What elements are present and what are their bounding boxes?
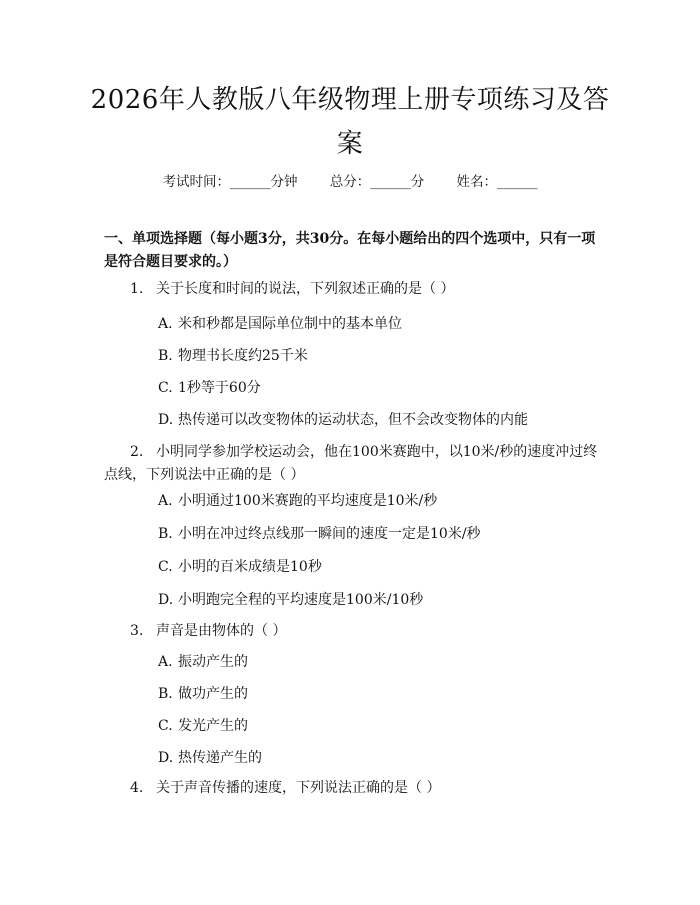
question-2 xyxy=(104,441,604,487)
option-letter: C. xyxy=(158,718,173,734)
total-score: 总分：______分 xyxy=(329,174,425,190)
option-text: 振动产生的 xyxy=(178,654,248,670)
question-3 xyxy=(104,620,604,643)
option-1a xyxy=(158,314,598,334)
option-letter: C. xyxy=(158,380,173,396)
option-text: 1秒等于60分 xyxy=(178,380,261,396)
option-2d xyxy=(158,590,598,610)
question-number: 1. xyxy=(130,281,144,297)
exam-meta xyxy=(0,170,700,190)
option-text: 热传递可以改变物体的运动状态，但不会改变物体的内能 xyxy=(178,412,528,428)
page-title: 2026年人教版八年级物理上册专项练习及答案 xyxy=(90,85,610,159)
question-text: 关于声音传播的速度，下列说法正确的是（ ） xyxy=(156,780,441,796)
section-heading: 一、单项选择题（每小题3分，共30分。在每小题给出的四个选项中，只有一项是符合题目要求的。） xyxy=(104,231,596,270)
option-letter: A. xyxy=(158,316,173,332)
question-text: 小明同学参加学校运动会，他在100米赛跑中，以10米/秒的速度冲过终点线，下列说法中正确的是（ ） xyxy=(104,444,598,483)
option-2a xyxy=(158,491,598,511)
question-1 xyxy=(104,278,604,301)
option-text: 米和秒都是国际单位制中的基本单位 xyxy=(178,316,402,332)
option-letter: B. xyxy=(158,526,173,542)
option-letter: D. xyxy=(158,412,174,428)
option-letter: D. xyxy=(158,750,174,766)
option-letter: A. xyxy=(158,654,173,670)
option-3a xyxy=(158,652,598,672)
question-number: 2. xyxy=(130,444,144,460)
option-text: 小明跑完全程的平均速度是100米/10秒 xyxy=(178,592,424,608)
option-1d xyxy=(158,410,598,430)
option-text: 物理书长度约25千米 xyxy=(178,348,308,364)
option-1b xyxy=(158,346,598,366)
option-letter: A. xyxy=(158,493,173,509)
question-number: 3. xyxy=(130,623,144,639)
exam-time: 考试时间：______分钟 xyxy=(162,174,298,190)
student-name: 姓名：______ xyxy=(456,174,538,190)
question-4 xyxy=(104,777,604,800)
option-text: 发光产生的 xyxy=(178,718,248,734)
option-3c xyxy=(158,716,598,736)
option-text: 小明在冲过终点线那一瞬间的速度一定是10米/秒 xyxy=(178,526,481,542)
option-letter: B. xyxy=(158,686,173,702)
option-text: 做功产生的 xyxy=(178,686,248,702)
option-1c xyxy=(158,378,598,398)
option-letter: C. xyxy=(158,559,173,575)
option-letter: D. xyxy=(158,592,174,608)
option-3b xyxy=(158,684,598,704)
option-letter: B. xyxy=(158,348,173,364)
option-text: 热传递产生的 xyxy=(178,750,262,766)
option-text: 小明通过100米赛跑的平均速度是10米/秒 xyxy=(178,493,438,509)
option-2b xyxy=(158,524,598,544)
question-text: 声音是由物体的（ ） xyxy=(156,623,287,639)
option-text: 小明的百米成绩是10秒 xyxy=(178,559,322,575)
option-3d xyxy=(158,748,598,768)
option-2c xyxy=(158,557,598,577)
question-text: 关于长度和时间的说法，下列叙述正确的是（ ） xyxy=(156,281,455,297)
question-number: 4. xyxy=(130,780,144,796)
